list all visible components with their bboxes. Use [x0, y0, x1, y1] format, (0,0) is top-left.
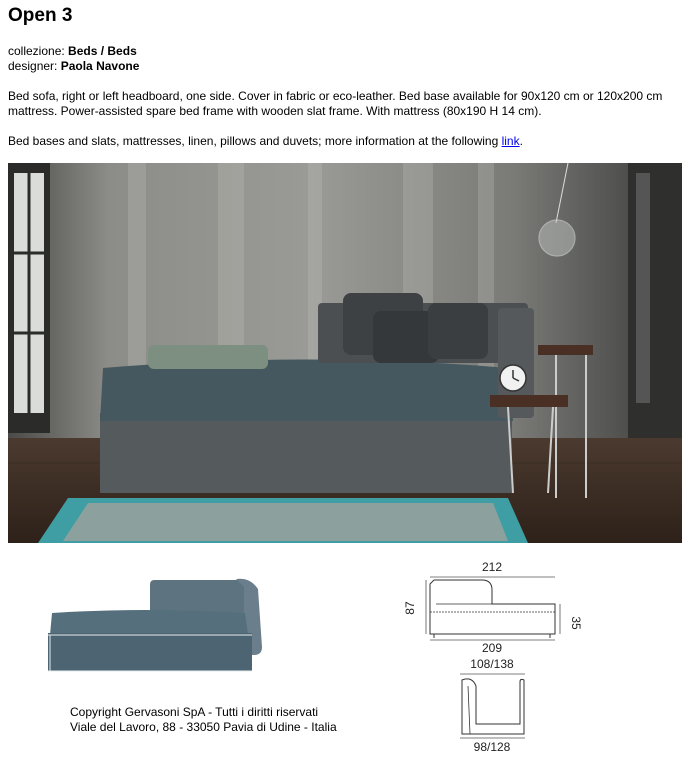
product-photo — [8, 163, 682, 543]
collection-label: collezione: — [8, 44, 65, 58]
collection-row — [8, 44, 139, 59]
depth-bottom-label: 98/128 — [473, 740, 511, 754]
address-line: Viale del Lavoro, 88 - 33050 Pavia di Udine - Italia — [70, 720, 337, 734]
depth-top-label: 108/138 — [470, 657, 514, 671]
page-title: Open 3 — [8, 5, 73, 26]
front-elevation — [462, 679, 524, 734]
seat-height-label: 35 — [569, 616, 583, 630]
dimension-diagram — [400, 556, 600, 766]
more-info-text: Bed bases and slats, mattresses, linen, pillows and duvets; more information at the following — [8, 134, 502, 148]
top-width-label: 212 — [481, 560, 503, 574]
product-meta — [8, 44, 139, 74]
dimension-drawing — [400, 556, 600, 766]
sofa-render-illustration — [30, 567, 320, 677]
product-render — [30, 567, 320, 677]
product-description: Bed sofa, right or left headboard, one side. Cover in fabric or eco-leather. Bed base available for 90x120 cm or 120x200 cm mattress. Power-assisted spare bed frame with wooden slat frame. With mattress (80x190 H 14 cm). — [8, 89, 663, 118]
more-info — [8, 134, 523, 149]
more-info-link[interactable]: link — [501, 134, 520, 148]
side-elevation — [430, 580, 555, 634]
designer-value: Paola Navone — [60, 59, 140, 73]
height-label: 87 — [403, 601, 417, 615]
base-width-label: 209 — [481, 641, 503, 655]
designer-label: designer: — [8, 59, 58, 73]
designer-row — [8, 59, 139, 74]
copyright-line: Copyright Gervasoni SpA - Tutti i diritti riservati — [70, 705, 319, 719]
collection-value: Beds / Beds — [68, 44, 137, 58]
copyright-notice — [70, 705, 337, 735]
room-scene-illustration — [8, 163, 682, 543]
more-info-suffix: . — [519, 134, 523, 148]
